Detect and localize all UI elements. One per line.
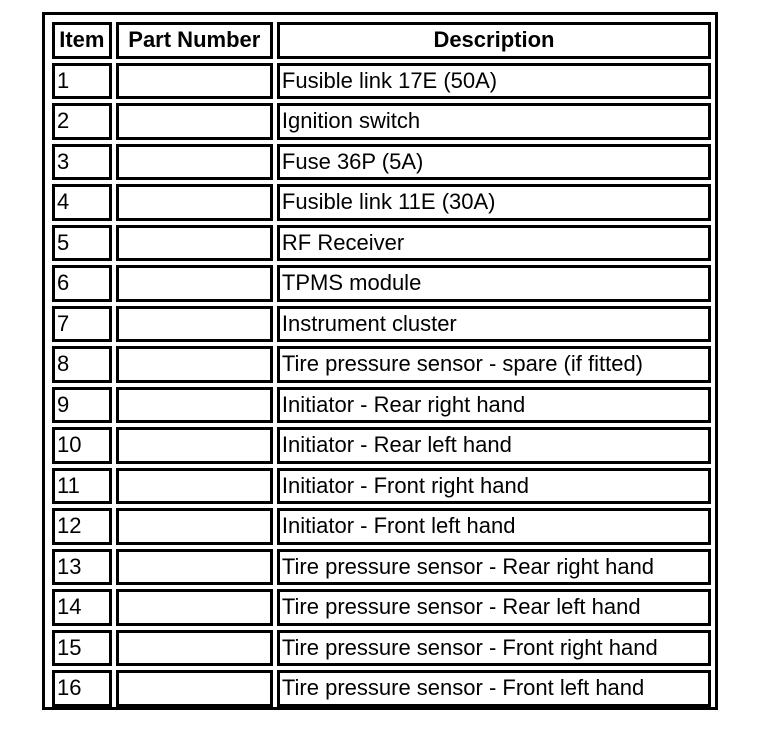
part-number-cell (116, 103, 273, 140)
table-body (52, 63, 711, 707)
header-description: Description (277, 22, 711, 59)
parts-table (48, 18, 715, 711)
table-row (52, 589, 711, 626)
item-cell: 8 (52, 346, 112, 383)
item-cell: 13 (52, 549, 112, 586)
part-number-cell (116, 306, 273, 343)
table-row (52, 630, 711, 667)
table-row (52, 346, 711, 383)
part-number-cell (116, 265, 273, 302)
table-row (52, 225, 711, 262)
description-cell: Tire pressure sensor - Rear left hand (277, 589, 711, 626)
item-cell: 9 (52, 387, 112, 424)
description-cell: Ignition switch (277, 103, 711, 140)
item-cell: 12 (52, 508, 112, 545)
part-number-cell (116, 589, 273, 626)
description-cell: Tire pressure sensor - spare (if fitted) (277, 346, 711, 383)
description-cell: Fusible link 11E (30A) (277, 184, 711, 221)
part-number-cell (116, 468, 273, 505)
item-cell: 3 (52, 144, 112, 181)
table-row (52, 508, 711, 545)
description-cell: TPMS module (277, 265, 711, 302)
description-cell: Tire pressure sensor - Rear right hand (277, 549, 711, 586)
part-number-cell (116, 549, 273, 586)
item-cell: 4 (52, 184, 112, 221)
description-cell: Initiator - Rear left hand (277, 427, 711, 464)
part-number-cell (116, 508, 273, 545)
header-item: Item (52, 22, 112, 59)
part-number-cell (116, 184, 273, 221)
description-cell: Instrument cluster (277, 306, 711, 343)
description-cell: Tire pressure sensor - Front left hand (277, 670, 711, 707)
description-cell: Fuse 36P (5A) (277, 144, 711, 181)
description-cell: Fusible link 17E (50A) (277, 63, 711, 100)
item-cell: 15 (52, 630, 112, 667)
item-cell: 1 (52, 63, 112, 100)
part-number-cell (116, 144, 273, 181)
table-row (52, 144, 711, 181)
part-number-cell (116, 630, 273, 667)
table-row (52, 184, 711, 221)
item-cell: 6 (52, 265, 112, 302)
table-row (52, 468, 711, 505)
item-cell: 2 (52, 103, 112, 140)
description-cell: Initiator - Front right hand (277, 468, 711, 505)
part-number-cell (116, 387, 273, 424)
part-number-cell (116, 225, 273, 262)
part-number-cell (116, 346, 273, 383)
table-header-row (52, 22, 711, 59)
description-cell: Initiator - Front left hand (277, 508, 711, 545)
table-row (52, 265, 711, 302)
description-cell: Tire pressure sensor - Front right hand (277, 630, 711, 667)
item-cell: 10 (52, 427, 112, 464)
table-row (52, 63, 711, 100)
table-row (52, 549, 711, 586)
item-cell: 7 (52, 306, 112, 343)
table-row (52, 306, 711, 343)
table-row (52, 670, 711, 707)
table-row (52, 387, 711, 424)
item-cell: 5 (52, 225, 112, 262)
table-row (52, 103, 711, 140)
item-cell: 11 (52, 468, 112, 505)
item-cell: 14 (52, 589, 112, 626)
description-cell: RF Receiver (277, 225, 711, 262)
table-row (52, 427, 711, 464)
part-number-cell (116, 63, 273, 100)
part-number-cell (116, 670, 273, 707)
item-cell: 16 (52, 670, 112, 707)
parts-table-frame (42, 12, 718, 710)
part-number-cell (116, 427, 273, 464)
header-part-number: Part Number (116, 22, 273, 59)
description-cell: Initiator - Rear right hand (277, 387, 711, 424)
